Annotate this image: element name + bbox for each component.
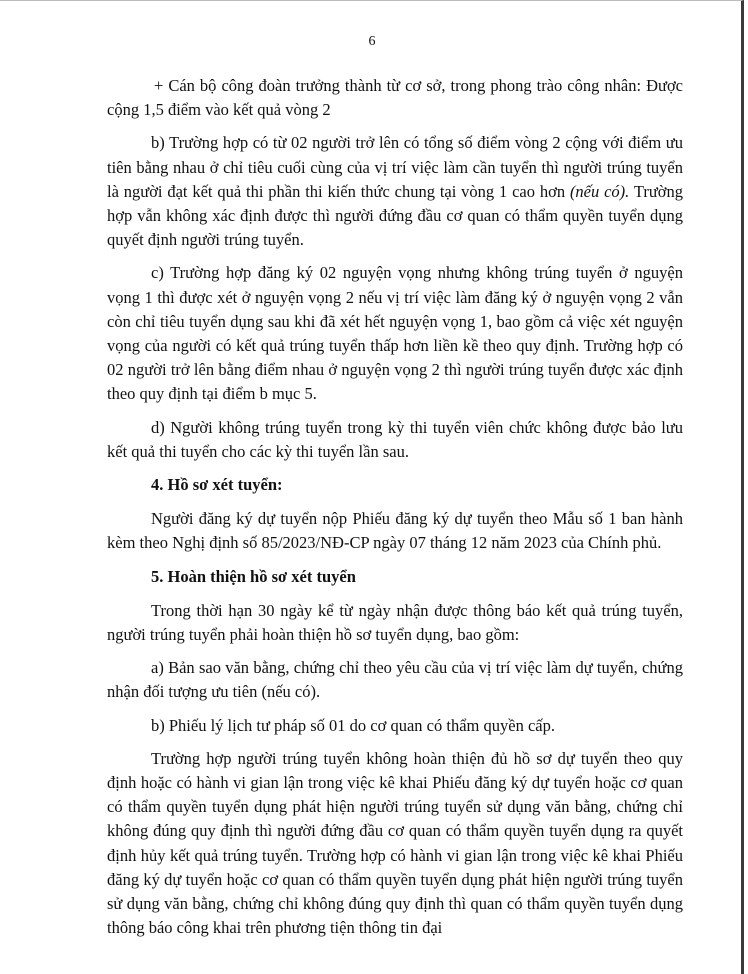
section-heading-complete-file: 5. Hoàn thiện hồ sơ xét tuyển xyxy=(151,566,356,586)
section-heading-application-file: 4. Hồ sơ xét tuyển: xyxy=(151,475,283,495)
paragraph-tie-break-italic: (nếu có). xyxy=(569,181,630,201)
paragraph-no-result-reservation: d) Người không trúng tuyển trong kỳ thi tuyển viên chức không được bảo lưu kết quả thi tuyển cho các kỳ thi tuyển lần sau. xyxy=(107,417,683,461)
paragraph-judicial-record: b) Phiếu lý lịch tư pháp số 01 do cơ quan có thẩm quyền cấp. xyxy=(151,715,555,735)
paragraph-cancellation-rule: Trường hợp người trúng tuyển không hoàn thiện đủ hồ sơ dự tuyển theo quy định hoặc có hành vi gian lận trong việc kê khai Phiếu đăng ký dự tuyển hoặc cơ quan có thẩm quyền tuyển dụng phát hiện người trúng tuyển sử dụng văn bằng, chứng chỉ không đúng quy định thì người đứng đầu cơ quan có thẩm quyền tuyển dụng ra quyết định hủy kết quả trúng tuyển. Trường hợp có hành vi gian lận trong việc kê khai Phiếu đăng ký dự tuyển hoặc cơ quan có thẩm quyền tuyển dụng phát hiện người trúng tuyển sử dụng văn bằng, chứng chỉ không đúng quy định thì quan có thẩm quyền tuyển dụng thông báo công khai trên phương tiện thông tin đại xyxy=(107,748,683,938)
paragraph-deadline: Trong thời hạn 30 ngày kể từ ngày nhận được thông báo kết quả trúng tuyển, người trúng tuyển phải hoàn thiện hồ sơ tuyển dụng, bao gồm: xyxy=(107,600,683,645)
document-body xyxy=(107,74,683,950)
paragraph-registration-form: Người đăng ký dự tuyển nộp Phiếu đăng ký dự tuyển theo Mẫu số 1 ban hành kèm theo Nghị định số 85/2023/NĐ-CP ngày 07 tháng 12 năm 2023 của Chính phủ. xyxy=(107,509,683,553)
paragraph-tie-break-rule xyxy=(107,131,683,252)
page-number: 6 xyxy=(368,34,376,49)
paragraph-union-cadre-bonus: + Cán bộ công đoàn trưởng thành từ cơ sở, trong phong trào công nhân: Được cộng 1,5 điểm vào kết quả vòng 2 xyxy=(107,76,683,120)
paragraph-diploma-copies: a) Bản sao văn bằng, chứng chỉ theo yêu cầu của vị trí việc làm dự tuyển, chứng nhận đối tượng ưu tiên (nếu có). xyxy=(107,658,683,702)
paragraph-tie-break-main: b) Trường hợp có từ 02 người trở lên có tổng số điểm vòng 2 cộng với điểm ưu tiên bằng nhau ở chỉ tiêu cuối cùng của vị trí việc làm cần tuyển thì người trúng tuyển là người đạt kết quả thi phần thi kiến thức chung tại vòng 1 cao hơn xyxy=(107,133,683,201)
paragraph-second-preference: c) Trường hợp đăng ký 02 nguyện vọng nhưng không trúng tuyển ở nguyện vọng 1 thì được xét ở nguyện vọng 2 nếu vị trí việc làm đăng ký ở nguyện vọng 2 vẫn còn chỉ tiêu tuyển dụng sau khi đã xét hết nguyện vọng 1, bao gồm cả việc xét nguyện vọng của người có kết quả trúng tuyển thấp hơn liền kề theo quy định. Trường hợp có 02 người trở lên bằng điểm nhau ở nguyện vọng 2 thì người trúng tuyển được xác định theo quy định tại điểm b mục 5. xyxy=(107,263,683,404)
paragraph-tie-break-rest: Trường hợp vẫn không xác định được thì người đứng đầu cơ quan có thẩm quyền tuyển dụng quyết định người trúng tuyển. xyxy=(107,181,684,250)
